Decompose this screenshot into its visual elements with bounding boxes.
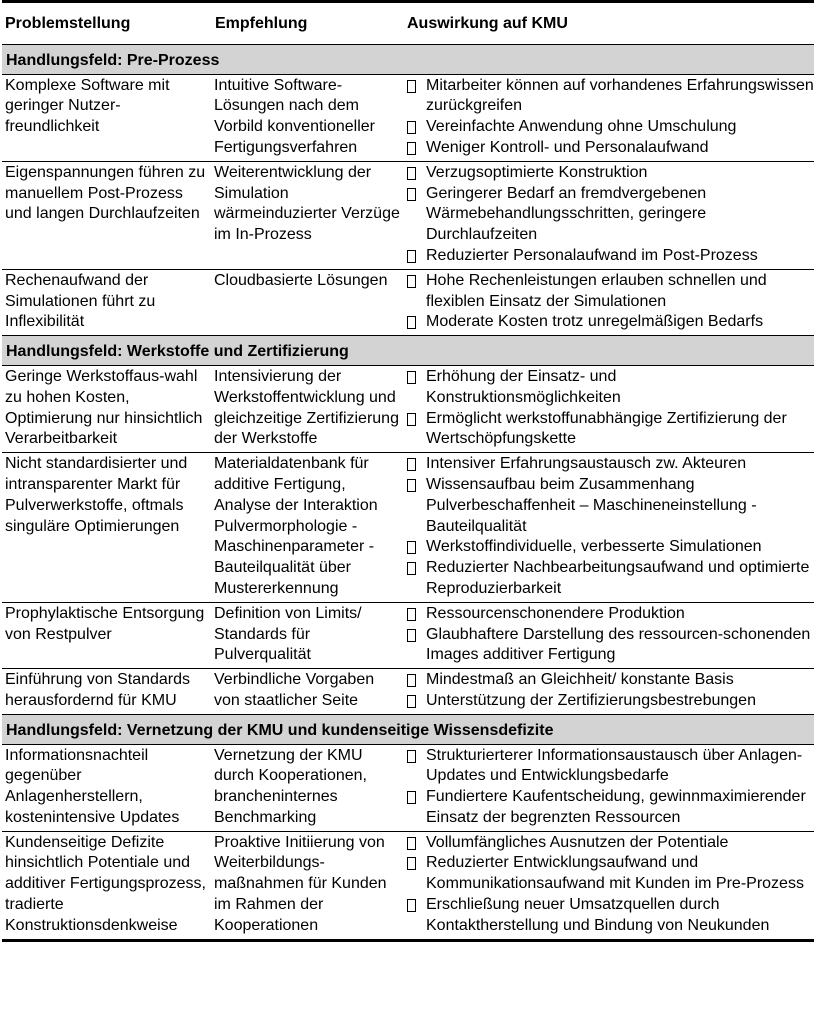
impact-item bbox=[404, 746, 814, 788]
bullet-box-icon bbox=[407, 80, 416, 93]
impact-text: Vereinfachte Anwendung ohne Umschulung bbox=[426, 118, 737, 136]
impact-cell bbox=[404, 669, 814, 715]
impact-text: Reduzierter Entwicklungsaufwand und Kommunikationsaufwand mit Kunden im Pre-Prozess bbox=[426, 854, 804, 893]
table-row bbox=[2, 744, 814, 831]
impact-text: Weniger Kontroll- und Personalaufwand bbox=[426, 138, 709, 156]
bullet-box-icon bbox=[407, 837, 416, 850]
impact-list bbox=[404, 833, 814, 937]
problem-cell: Eigenspannungen führen zu manuellem Post-Prozess und langen Durchlaufzeiten bbox=[2, 161, 212, 269]
impact-cell bbox=[404, 365, 814, 452]
bullet-box-icon bbox=[407, 142, 416, 155]
impact-item bbox=[404, 271, 814, 313]
recommendation-cell: Intensivierung der Werkstoffentwicklung und gleichzeitige Zertifizierung der Werkstoffe bbox=[212, 365, 404, 452]
impact-cell bbox=[404, 744, 814, 831]
impact-item bbox=[404, 833, 814, 854]
header-recommendation: Empfehlung bbox=[212, 2, 404, 45]
impact-item bbox=[404, 853, 814, 895]
table-row bbox=[2, 74, 814, 161]
impact-text: Werkstoffindividuelle, verbesserte Simulationen bbox=[426, 538, 762, 556]
table-row bbox=[2, 831, 814, 940]
impact-text: Glaubhaftere Darstellung des ressourcen-schonenden Images additiver Fertigung bbox=[426, 625, 811, 664]
bullet-box-icon bbox=[407, 413, 416, 426]
bullet-box-icon bbox=[407, 899, 416, 912]
header-problem: Problemstellung bbox=[2, 2, 212, 45]
impact-item bbox=[404, 76, 814, 118]
recommendation-cell: Proaktive Initiierung von Weiterbildungs-maßnahmen für Kunden im Rahmen der Kooperationen bbox=[212, 831, 404, 940]
impact-text: Reduzierter Personalaufwand im Post-Prozess bbox=[426, 246, 758, 264]
table-row bbox=[2, 161, 814, 269]
impact-item bbox=[404, 184, 814, 246]
table-row bbox=[2, 269, 814, 335]
problem-cell: Informationsnachteil gegenüber Anlagenherstellern, kostenintensive Updates bbox=[2, 744, 212, 831]
section-header-row bbox=[2, 44, 814, 74]
impact-cell bbox=[404, 453, 814, 603]
impact-text: Intensiver Erfahrungsaustausch zw. Akteuren bbox=[426, 455, 747, 473]
bullet-box-icon bbox=[407, 479, 416, 492]
impact-item bbox=[404, 138, 814, 159]
table-row bbox=[2, 365, 814, 452]
bullet-box-icon bbox=[407, 629, 416, 642]
bullet-box-icon bbox=[407, 674, 416, 687]
problem-cell: Prophylaktische Entsorgung von Restpulver bbox=[2, 602, 212, 668]
impact-text: Fundiertere Kaufentscheidung, gewinnmaximierender Einsatz der begrenzten Ressourcen bbox=[426, 788, 806, 826]
table-body bbox=[2, 44, 814, 940]
impact-text: Unterstützung der Zertifizierungsbestrebungen bbox=[426, 691, 756, 709]
problem-cell: Einführung von Standards herausfordernd für KMU bbox=[2, 669, 212, 715]
impact-item bbox=[404, 604, 814, 625]
table-header-row bbox=[2, 2, 814, 45]
impact-item bbox=[404, 246, 814, 267]
impact-item bbox=[404, 409, 814, 451]
bullet-box-icon bbox=[407, 371, 416, 384]
problem-cell: Nicht standardisierter und intransparenter Markt für Pulverwerkstoffe, oftmals singuläre Optimierungen bbox=[2, 453, 212, 603]
impact-item bbox=[404, 787, 814, 829]
impact-list bbox=[404, 454, 814, 600]
section-header-row bbox=[2, 714, 814, 744]
impact-text: Ressourcenschonendere Produktion bbox=[426, 604, 685, 622]
bullet-box-icon bbox=[407, 541, 416, 554]
impact-list bbox=[404, 604, 814, 666]
bullet-box-icon bbox=[407, 188, 416, 201]
impact-text: Erhöhung der Einsatz- und Konstruktionsmöglichkeiten bbox=[426, 367, 621, 406]
bullet-box-icon bbox=[407, 167, 416, 180]
impact-item bbox=[404, 163, 814, 184]
impact-list bbox=[404, 367, 814, 450]
bullet-box-icon bbox=[407, 750, 416, 763]
recommendation-cell: Definition von Limits/ Standards für Pulverqualität bbox=[212, 602, 404, 668]
bullet-box-icon bbox=[407, 458, 416, 471]
impact-item bbox=[404, 367, 814, 409]
impact-text: Geringerer Bedarf an fremdvergebenen Wärmebehandlungsschritten, geringere Durchlaufzeiten bbox=[426, 184, 707, 244]
impact-cell bbox=[404, 269, 814, 335]
table-row bbox=[2, 669, 814, 715]
recommendation-cell: Vernetzung der KMU durch Kooperationen, brancheninternes Benchmarking bbox=[212, 744, 404, 831]
bullet-box-icon bbox=[407, 695, 416, 708]
impact-text: Mindestmaß an Gleichheit/ konstante Basis bbox=[426, 671, 734, 689]
problem-cell: Kundenseitige Defizite hinsichtlich Potentiale und additiver Fertigungsprozess, tradierte Konstruktionsdenkweise bbox=[2, 831, 212, 940]
impact-text: Verzugsoptimierte Konstruktion bbox=[426, 163, 648, 181]
impact-item bbox=[404, 537, 814, 558]
impact-cell bbox=[404, 831, 814, 940]
impact-item bbox=[404, 312, 814, 333]
impact-text: Mitarbeiter können auf vorhandenes Erfahrungswissen zurückgreifen bbox=[426, 76, 814, 115]
header-impact: Auswirkung auf KMU bbox=[404, 2, 814, 45]
bullet-box-icon bbox=[407, 121, 416, 134]
impact-text: Erschließung neuer Umsatzquellen durch Kontaktherstellung und Bindung von Neukunden bbox=[426, 896, 770, 934]
section-title: Handlungsfeld: Pre-Prozess bbox=[2, 44, 814, 74]
problem-cell: Rechenaufwand der Simulationen führt zu Inflexibilität bbox=[2, 269, 212, 335]
impact-item bbox=[404, 691, 814, 712]
section-title: Handlungsfeld: Werkstoffe und Zertifizierung bbox=[2, 336, 814, 366]
impact-item bbox=[404, 475, 814, 537]
bullet-box-icon bbox=[407, 857, 416, 870]
bullet-box-icon bbox=[407, 316, 416, 329]
recommendation-cell: Materialdatenbank für additive Fertigung, Analyse der Interaktion Pulvermorphologie - Maschinenparameter - Bauteilqualität über Mustererkennung bbox=[212, 453, 404, 603]
bullet-box-icon bbox=[407, 608, 416, 621]
recommendation-cell: Verbindliche Vorgaben von staatlicher Seite bbox=[212, 669, 404, 715]
table-row bbox=[2, 453, 814, 603]
impact-text: Ermöglicht werkstoffunabhängige Zertifizierung der Wertschöpfungskette bbox=[426, 409, 787, 448]
impact-cell bbox=[404, 74, 814, 161]
recommendations-table bbox=[2, 0, 814, 942]
impact-item bbox=[404, 558, 814, 600]
bullet-box-icon bbox=[407, 562, 416, 575]
impact-item bbox=[404, 117, 814, 138]
impact-text: Strukturierterer Informationsaustausch über Anlagen-Updates und Entwicklungsbedarfe bbox=[426, 746, 803, 785]
bullet-box-icon bbox=[407, 275, 416, 288]
bullet-box-icon bbox=[407, 250, 416, 263]
impact-item bbox=[404, 670, 814, 691]
impact-list bbox=[404, 670, 814, 712]
impact-text: Reduzierter Nachbearbeitungsaufwand und optimierte Reproduzierbarkeit bbox=[426, 559, 810, 597]
impact-text: Wissensaufbau beim Zusammenhang Pulverbeschaffenheit – Maschineneinstellung - Bauteilqualität bbox=[426, 475, 757, 535]
impact-cell bbox=[404, 602, 814, 668]
impact-item bbox=[404, 454, 814, 475]
problem-cell: Komplexe Software mit geringer Nutzer-freundlichkeit bbox=[2, 74, 212, 161]
impact-text: Moderate Kosten trotz unregelmäßigen Bedarfs bbox=[426, 313, 764, 331]
impact-item bbox=[404, 895, 814, 937]
impact-item bbox=[404, 625, 814, 667]
section-header-row bbox=[2, 336, 814, 366]
section-title: Handlungsfeld: Vernetzung der KMU und kundenseitige Wissensdefizite bbox=[2, 714, 814, 744]
recommendation-cell: Weiterentwicklung der Simulation wärmeinduzierter Verzüge im In-Prozess bbox=[212, 161, 404, 269]
recommendation-cell: Cloudbasierte Lösungen bbox=[212, 269, 404, 335]
impact-text: Vollumfängliches Ausnutzen der Potentiale bbox=[426, 833, 729, 851]
impact-text: Hohe Rechenleistungen erlauben schnellen und flexiblen Einsatz der Simulationen bbox=[426, 271, 767, 310]
impact-list bbox=[404, 746, 814, 829]
table-row bbox=[2, 602, 814, 668]
impact-cell bbox=[404, 161, 814, 269]
recommendation-cell: Intuitive Software-Lösungen nach dem Vorbild konventioneller Fertigungsverfahren bbox=[212, 74, 404, 161]
bullet-box-icon bbox=[407, 791, 416, 804]
impact-list bbox=[404, 271, 814, 333]
impact-list bbox=[404, 76, 814, 159]
problem-cell: Geringe Werkstoffaus-wahl zu hohen Kosten, Optimierung nur hinsichtlich Verarbeitbarkeit bbox=[2, 365, 212, 452]
impact-list bbox=[404, 163, 814, 267]
